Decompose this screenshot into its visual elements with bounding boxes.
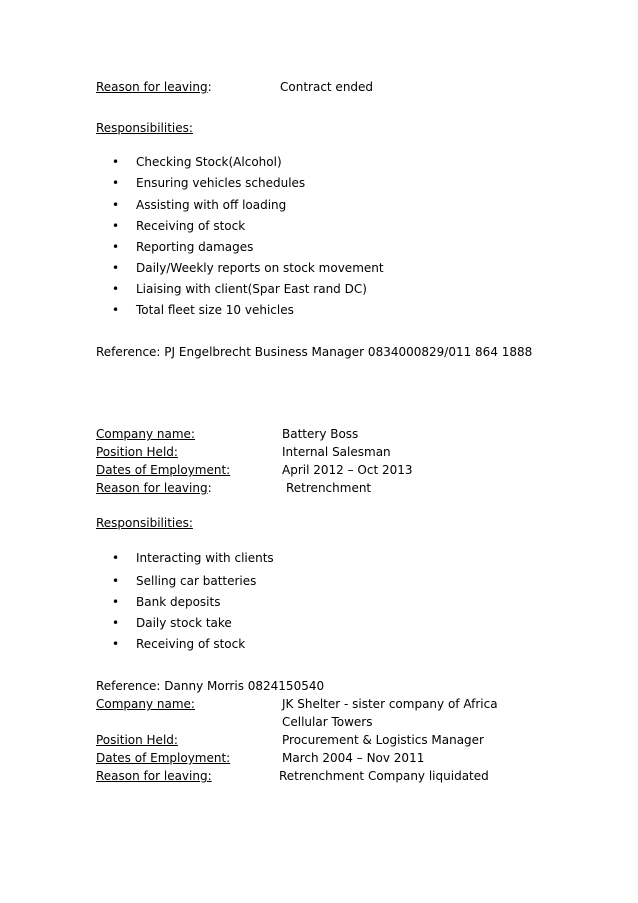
position-held-label: Position Held: [96,445,178,459]
list-item: Liaising with client(Spar East rand DC) [136,282,367,296]
responsibilities-heading: Responsibilities: [96,516,193,530]
list-item: Interacting with clients [136,551,274,565]
dates-of-employment-value: March 2004 – Nov 2011 [282,751,425,765]
position-held-value: Procurement & Logistics Manager [282,733,484,747]
bullet-icon: • [112,261,120,275]
bullet-icon: • [112,176,120,190]
list-item: Bank deposits [136,595,221,609]
reason-colon: : [207,481,212,495]
company-name-value: JK Shelter - sister company of Africa [282,697,498,711]
dates-of-employment-label: Dates of Employment: [96,751,231,765]
bullet-icon: • [112,240,120,254]
reason-for-leaving-value: Retrenchment [286,481,372,495]
bullet-icon: • [112,198,120,212]
dates-of-employment-value: April 2012 – Oct 2013 [282,463,413,477]
responsibilities-heading: Responsibilities: [96,121,193,135]
position-held-value: Internal Salesman [282,445,391,459]
bullet-icon: • [112,595,120,609]
list-item: Receiving of stock [136,637,246,651]
bullet-icon: • [112,303,120,317]
list-item: Ensuring vehicles schedules [136,176,306,190]
reference-line: Reference: Danny Morris 0824150540 [96,679,325,693]
company-name-value-continued: Cellular Towers [282,715,373,729]
bullet-icon: • [112,551,120,565]
list-item: Checking Stock(Alcohol) [136,155,282,169]
bullet-icon: • [112,637,120,651]
list-item: Reporting damages [136,240,254,254]
bullet-icon: • [112,574,120,588]
reason-for-leaving-label: Reason for leaving: [96,769,212,783]
dates-of-employment-label: Dates of Employment: [96,463,231,477]
reference-line: Reference: PJ Engelbrecht Business Manager 0834000829/011 864 1888 [96,345,533,359]
list-item: Receiving of stock [136,219,246,233]
bullet-icon: • [112,155,120,169]
bullet-icon: • [112,282,120,296]
company-name-label: Company name: [96,697,195,711]
reason-for-leaving-row [96,78,212,96]
reason-for-leaving-label: Reason for leaving [96,481,208,495]
list-item: Assisting with off loading [136,198,287,212]
reason-for-leaving-label: Reason for leaving [96,80,208,94]
reason-colon: : [207,80,212,94]
company-name-label: Company name: [96,427,195,441]
list-item: Daily/Weekly reports on stock movement [136,261,384,275]
reason-for-leaving-value: Retrenchment Company liquidated [279,769,489,783]
company-name-value: Battery Boss [282,427,359,441]
reason-for-leaving-row [96,479,212,497]
position-held-label: Position Held: [96,733,178,747]
list-item: Total fleet size 10 vehicles [136,303,294,317]
bullet-icon: • [112,219,120,233]
reason-for-leaving-value: Contract ended [280,80,374,94]
bullet-icon: • [112,616,120,630]
list-item: Selling car batteries [136,574,257,588]
list-item: Daily stock take [136,616,232,630]
